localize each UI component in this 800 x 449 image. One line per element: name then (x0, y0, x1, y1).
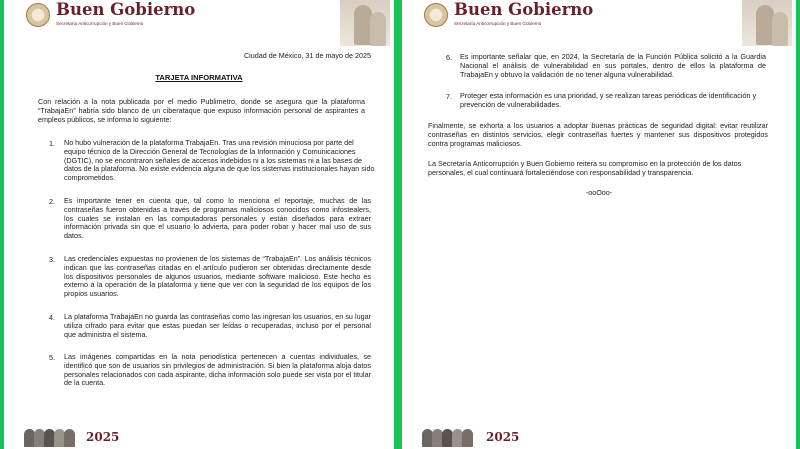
list-item: No hubo vulneración de la plataforma TrabajaEn. Tras una revisión minuciosa por parte del equipo técnico de la Dirección General de Tecnologías de la Información y Comunicaciones (DGTIC), no se encontraron señales de accesos indebidos ni a los sistemas ni a las bases de datos de la plataforma. No existe evidencia alguna de que los sistemas institucionales hayan sido comprometidos. (64, 138, 375, 183)
document-page-right (402, 0, 796, 449)
brand-logo-text: Buen Gobierno (56, 0, 196, 19)
footer-figures-image (422, 427, 476, 447)
list-item: La plataforma TrabajaEn no guarda las contraseñas como las ingresan los usuarios, en su lugar utiliza cifrado para evitar que estas puedan ser leídas o recuperadas, incluso por el personal que administra el sistema. (64, 312, 371, 339)
item-number: 4. (49, 313, 55, 322)
item-number: 1. (49, 139, 55, 148)
document-date: Ciudad de México, 31 de mayo de 2025 (243, 51, 371, 60)
footer-year: 2025 (86, 430, 120, 444)
item-number: 5. (49, 353, 55, 362)
government-seal-icon (424, 3, 448, 27)
item-number: 7. (446, 92, 452, 101)
item-number: 2. (49, 197, 55, 206)
header-figure-image (742, 0, 792, 46)
list-item: Las imágenes compartidas en la nota periodística pertenecen a cuentas individuales, se identificó que son de usuarios sin privilegios de administración. Si bien la plataforma aloja datos personales relacionados con cada aspirante, dicha información solo puede ser vista por el titular de la cuenta. (64, 352, 371, 388)
list-item: Las credenciales expuestas no provienen de los sistemas de “TrabajaEn”. Los análisis técnicos indican que las contraseñas citadas en el artículo pudieron ser obtenidas directamente desde los dispositivos personales de algunos usuarios, mediante software malicioso. Este hecho es externo a la operación de la plataforma y tiene que ver con la seguridad de los equipos de los propios usuarios. (64, 254, 371, 299)
body-paragraph: La Secretaría Anticorrupción y Buen Gobierno reitera su compromiso en la protección de los datos personales, el cual continuará fortaleciéndose con responsabilidad y transparencia. (428, 159, 742, 177)
item-number: 6. (446, 53, 452, 62)
document-page-left (4, 0, 394, 449)
closing-mark: -ooOoo- (585, 188, 613, 197)
government-seal-icon (26, 3, 50, 27)
intro-paragraph: Con relación a la nota publicada por el medio Publimetro, donde se asegura que la plataforma “TrabajaEn” habría sido blanco de un ciberataque que expuso información personal de aspirantes a empleos públicos, se informa lo siguiente: (38, 97, 365, 124)
footer-year: 2025 (486, 430, 520, 444)
body-paragraph: Finalmente, se exhorta a los usuarios a adoptar buenas prácticas de seguridad digital: evitar reutilizar contraseñas en distintos servicios, elegir contraseñas fuertes y mantener sus dispositivos protegidos contra programas maliciosos. (428, 121, 768, 148)
list-item: Proteger esta información es una prioridad, y se realizan tareas periódicas de identificación y prevención de vulnerabilidades. (460, 91, 757, 109)
brand-subtitle: Secretaría Anticorrupción y Buen Gobierno (454, 21, 542, 26)
brand-subtitle: Secretaría Anticorrupción y Buen Gobierno (56, 21, 144, 26)
list-item: Es importante tener en cuenta que, tal como lo menciona el reportaje, muchas de las contraseñas fueron obtenidas a través de programas maliciosos conocidos como infostealers, los cuales se instalan en las computadoras personales y están diseñados para extraer información privada sin que el usuario lo advierta, para poder robar y hacer mal uso de sus datos. (64, 196, 371, 241)
brand-logo-text: Buen Gobierno (454, 0, 594, 19)
item-number: 3. (49, 255, 55, 264)
header-figure-image (340, 0, 390, 46)
list-item: Es importante señalar que, en 2024, la Secretaría de la Función Pública solicitó a la Guardia Nacional el análisis de vulnerabilidad en sus portales, dentro de ellos la plataforma de TrabajaEn y obtuvo la validación de no tener alguna vulnerabilidad. (460, 52, 766, 79)
footer-figures-image (24, 427, 78, 447)
document-title: TARJETA INFORMATIVA (155, 73, 243, 82)
